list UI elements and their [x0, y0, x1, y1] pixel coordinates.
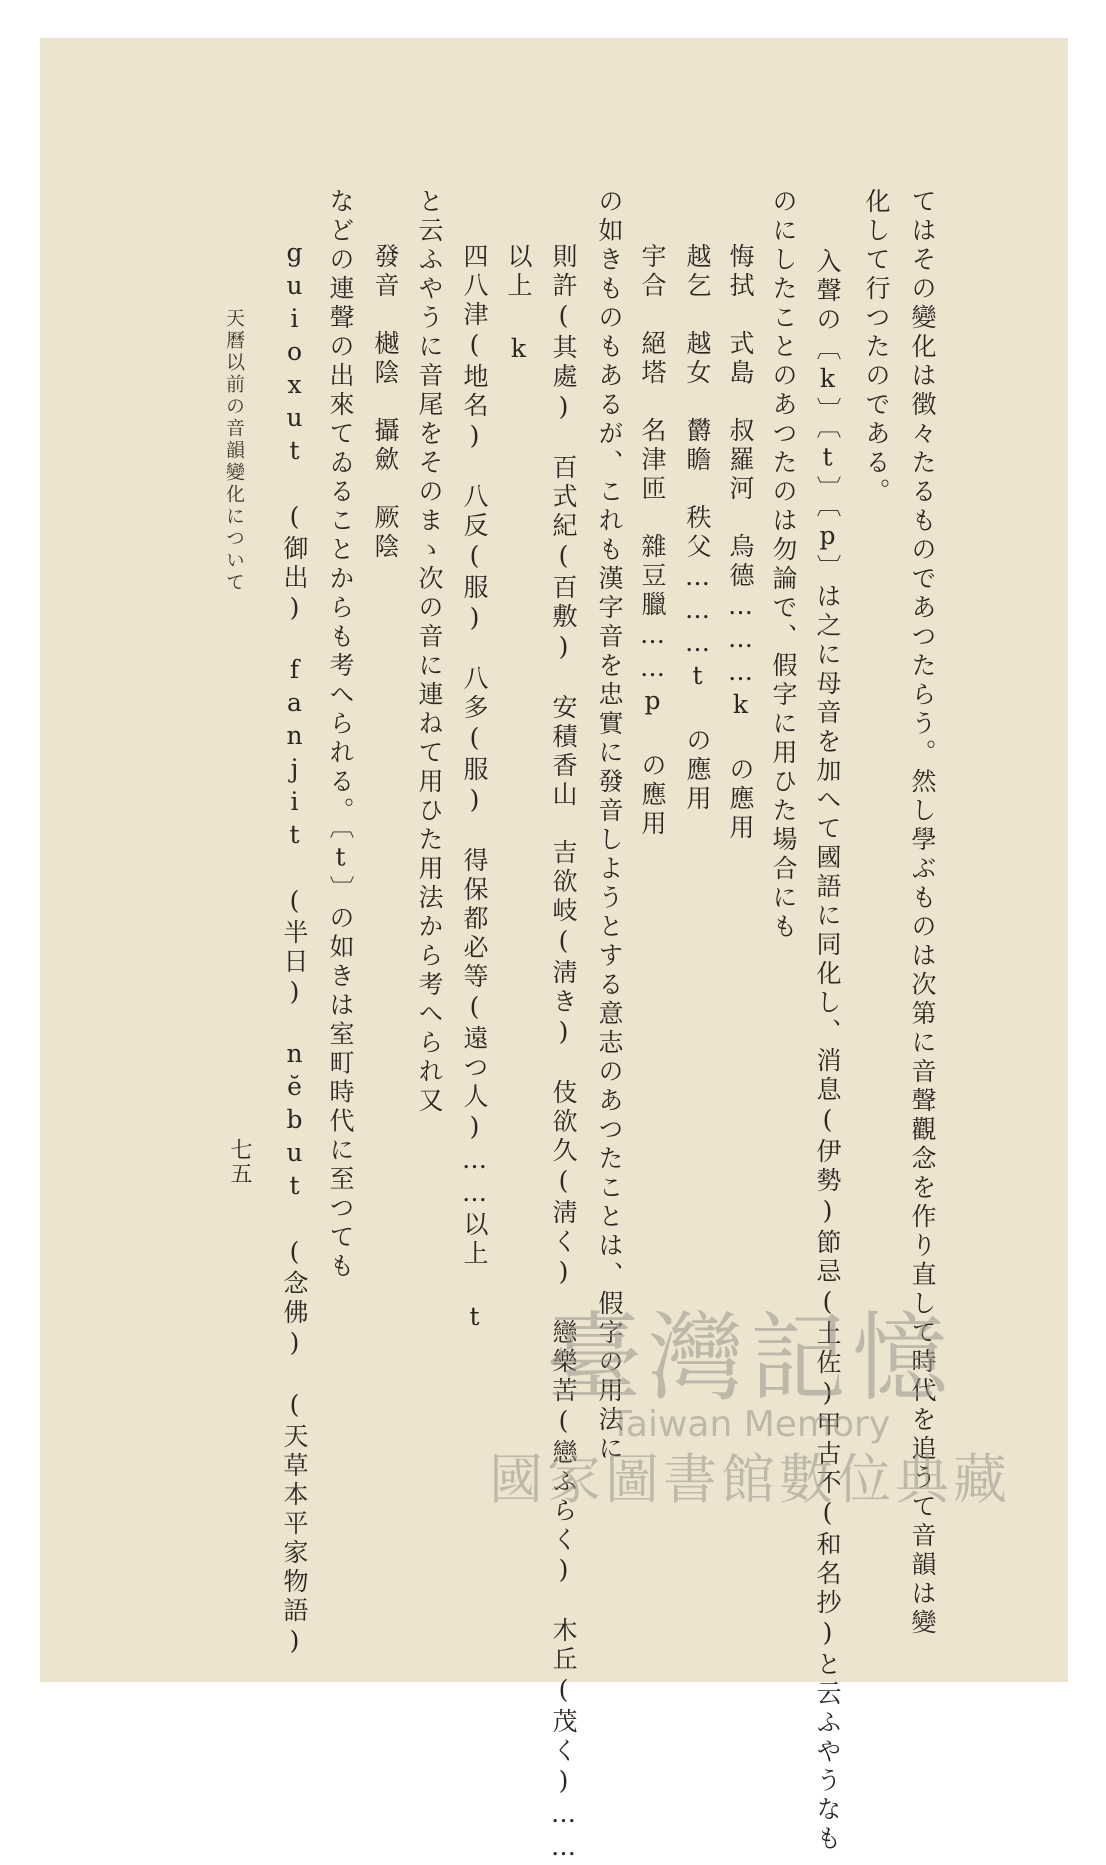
- running-footer: 天曆以前の音韻變化について: [223, 308, 245, 594]
- text-column: 宇合 絕塔 名津匝 雜豆臘……p の應用: [638, 243, 667, 839]
- text-column: などの連聲の出來てゐることからも考へられる。〔t〕の如きは室町時代に至つても: [326, 188, 355, 1282]
- text-column: てはその變化は徴々たるものであつたらう。然し學ぶものは次第に音聲觀念を作り直して時代を追うて音韻は變: [908, 188, 937, 1638]
- watermark-en: Taiwan Memory: [609, 1404, 891, 1445]
- watermark-cjk: 臺灣記憶: [546, 1302, 954, 1414]
- text-column: 發音 樾陰 攝歛 厥陰: [371, 243, 400, 562]
- text-column: 化して行つたのである。: [862, 188, 891, 507]
- watermark: [470, 1303, 1030, 1553]
- text-column: の如きものもあるが、これも漢字音を忠實に發音しようとする意志のあつたことは、假字の用法に: [595, 188, 624, 1464]
- text-column: 越乞 越女 欝瞻 秩父………t の應用: [683, 243, 712, 814]
- text-column: 入聲の〔k〕〔t〕〔p〕は之に母音を加へて國語に同化し、消息(伊勢)節忌(土佐)甲古不(和名抄)と云ふやうなも: [813, 248, 842, 1854]
- book-page: [40, 38, 1068, 1865]
- text-column: 則許(其處) 百式紀(百敷) 安積香山 吉欲岐(淸き) 伎欲久(淸く) 戀樂苦(戀ふらく) 木丘(茂く)……: [549, 243, 578, 1865]
- text-column: 以上 k: [504, 243, 533, 367]
- text-column: guioxut (御出) fanjit (半日) nĕbut (念佛) (天草本平家物語): [280, 238, 309, 1659]
- text-column: 悔拭 式島 叔羅河 烏德………k の應用: [726, 243, 755, 843]
- watermark-sub: 國家圖書館數位典藏: [489, 1448, 1011, 1511]
- page-number: 七五: [227, 1138, 252, 1186]
- text-column: と云ふやうに音尾をそのまゝ次の音に連ねて用ひた用法から考へられ又: [415, 188, 444, 1116]
- text-column: のにしたことのあつたのは勿論で、假字に用ひた場合にも: [769, 188, 798, 942]
- text-column: 四八津(地名) 八反(服) 八多(服) 得保都必等(遠つ人)……以上 t: [460, 243, 489, 1335]
